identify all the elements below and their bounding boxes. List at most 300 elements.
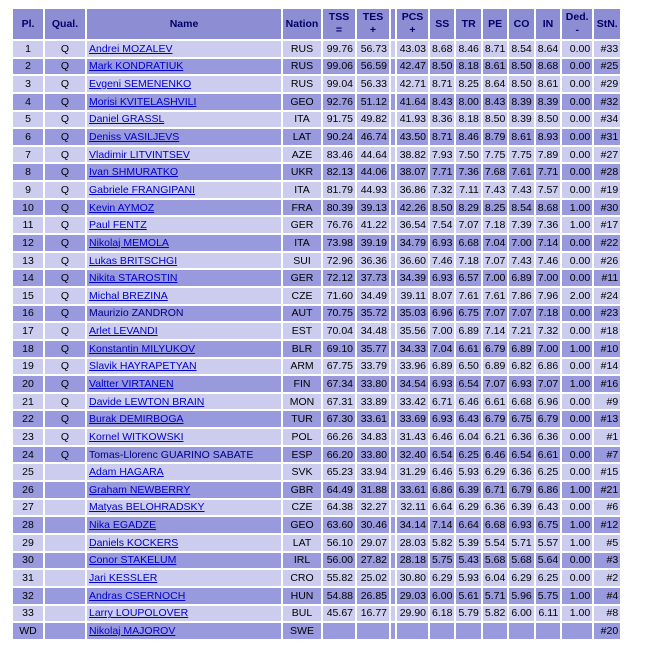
cell-co: 7.07 bbox=[511, 307, 532, 320]
cell-co: 7.21 bbox=[511, 325, 532, 338]
cell-ded: 0.00 bbox=[562, 411, 592, 427]
skater-name-link[interactable]: Nika EGADZE bbox=[89, 519, 157, 532]
cell-name bbox=[87, 517, 281, 533]
table-row bbox=[13, 376, 620, 392]
cell-co: 7.43 bbox=[511, 183, 532, 196]
cell-pcs: 42.47 bbox=[397, 59, 428, 75]
cell-pe: 7.07 bbox=[484, 254, 506, 267]
cell-ded: 1.00 bbox=[562, 376, 592, 392]
cell-pe: 6.89 bbox=[484, 360, 506, 373]
cell-stn: #34 bbox=[594, 112, 620, 128]
cell-tes: 39.19 bbox=[357, 235, 389, 251]
cell-co: 7.75 bbox=[511, 148, 532, 161]
cell-ss: 6.29 bbox=[432, 572, 453, 585]
table-row bbox=[13, 341, 620, 357]
cell-name bbox=[87, 147, 281, 163]
table-row bbox=[13, 306, 620, 322]
table-row bbox=[13, 323, 620, 339]
cell-in: 8.61 bbox=[537, 78, 559, 91]
skater-name-link[interactable]: Mark KONDRATIUK bbox=[89, 60, 184, 73]
cell-spacer bbox=[391, 323, 395, 339]
cell-pl: 7 bbox=[13, 147, 43, 163]
cell-pe: 6.29 bbox=[484, 466, 506, 479]
cell-co: 6.68 bbox=[511, 395, 532, 408]
cell-tss: 80.39 bbox=[323, 200, 355, 216]
cell-pe: 7.43 bbox=[484, 183, 506, 196]
table-row bbox=[13, 359, 620, 375]
cell-name bbox=[87, 482, 281, 498]
cell-stn: #1 bbox=[594, 429, 620, 445]
cell-tss: 66.20 bbox=[323, 447, 355, 463]
cell-tes: 51.12 bbox=[357, 94, 389, 110]
cell-in: 7.96 bbox=[537, 289, 559, 302]
cell-in: 6.25 bbox=[537, 466, 559, 479]
skater-name-link[interactable]: Michal BREZINA bbox=[89, 289, 168, 302]
cell-nation: FIN bbox=[283, 376, 321, 392]
cell-nation: GBR bbox=[283, 482, 321, 498]
skater-name-link[interactable]: Nikolaj MEMOLA bbox=[89, 236, 169, 249]
skater-name-link[interactable]: Daniel GRASSL bbox=[89, 113, 165, 126]
cell-pe: 7.14 bbox=[484, 325, 506, 338]
cell-pe: 6.04 bbox=[484, 572, 506, 585]
cell-tes: 39.13 bbox=[357, 200, 389, 216]
cell-tss: 99.04 bbox=[323, 76, 355, 92]
cell-in: 6.86 bbox=[537, 360, 559, 373]
cell-qual: Q bbox=[45, 288, 85, 304]
skater-name-link[interactable]: Burak DEMIRBOGA bbox=[89, 413, 184, 426]
skater-name-link[interactable]: Larry LOUPOLOVER bbox=[89, 607, 189, 620]
cell-qual bbox=[45, 482, 85, 498]
cell-spacer bbox=[391, 570, 395, 586]
cell-tr: 5.43 bbox=[458, 554, 479, 567]
cell-in: 7.71 bbox=[537, 166, 559, 179]
cell-ss: 8.50 bbox=[432, 60, 453, 73]
cell-co: 7.39 bbox=[511, 219, 532, 232]
cell-stn: #17 bbox=[594, 217, 620, 233]
cell-in: 8.50 bbox=[537, 113, 559, 126]
cell-ss: 7.04 bbox=[432, 342, 453, 355]
cell-in: 6.36 bbox=[537, 430, 559, 443]
skater-name-link[interactable]: Paul FENTZ bbox=[89, 219, 147, 232]
cell-ss: 7.46 bbox=[432, 254, 453, 267]
cell-ded: 0.00 bbox=[562, 447, 592, 463]
cell-spacer bbox=[391, 164, 395, 180]
cell-in: 6.75 bbox=[537, 519, 559, 532]
cell-in: 8.93 bbox=[537, 131, 559, 144]
cell-stn: #10 bbox=[594, 341, 620, 357]
col-header-co: CO bbox=[509, 9, 533, 39]
skater-name-link[interactable]: Arlet LEVANDI bbox=[89, 325, 158, 338]
table-row bbox=[13, 164, 620, 180]
cell-tr: 7.61 bbox=[458, 289, 479, 302]
skater-name-link[interactable]: Jari KESSLER bbox=[89, 572, 158, 585]
cell-qual: Q bbox=[45, 94, 85, 110]
cell-nation: LAT bbox=[283, 535, 321, 551]
table-row bbox=[13, 112, 620, 128]
cell-tr: 8.25 bbox=[458, 78, 479, 91]
cell-co: 6.93 bbox=[511, 519, 532, 532]
cell-pcs: 43.03 bbox=[397, 41, 428, 57]
cell-name bbox=[87, 288, 281, 304]
cell-spacer bbox=[391, 76, 395, 92]
cell-ded: 0.00 bbox=[562, 500, 592, 516]
cell-stn: #6 bbox=[594, 500, 620, 516]
cell-pe: 6.71 bbox=[484, 483, 506, 496]
cell-tr: 6.61 bbox=[458, 342, 479, 355]
cell-pe: 8.79 bbox=[484, 131, 506, 144]
cell-tss: 76.76 bbox=[323, 217, 355, 233]
col-header-tes: TES + bbox=[357, 9, 389, 39]
skater-name-link[interactable]: Valtter VIRTANEN bbox=[89, 377, 174, 390]
cell-qual: Q bbox=[45, 76, 85, 92]
skater-name-link[interactable]: Daniels KOCKERS bbox=[89, 536, 179, 549]
table-row bbox=[13, 41, 620, 57]
cell-tes: 33.79 bbox=[357, 359, 389, 375]
cell-qual: Q bbox=[45, 129, 85, 145]
cell-name bbox=[87, 394, 281, 410]
cell-ded: 0.00 bbox=[562, 306, 592, 322]
cell-pe: 6.36 bbox=[484, 501, 506, 514]
cell-qual bbox=[45, 500, 85, 516]
cell-ded bbox=[562, 623, 592, 639]
skater-name-link[interactable]: Davide LEWTON BRAIN bbox=[89, 395, 205, 408]
cell-tes: 44.93 bbox=[357, 182, 389, 198]
cell-ss: 7.71 bbox=[432, 166, 453, 179]
cell-tes: 33.80 bbox=[357, 376, 389, 392]
cell-pl: 29 bbox=[13, 535, 43, 551]
cell-qual bbox=[45, 517, 85, 533]
skater-name-link[interactable]: Kevin AYMOZ bbox=[89, 201, 155, 214]
cell-pcs: 33.61 bbox=[397, 482, 428, 498]
cell-spacer bbox=[391, 606, 395, 622]
cell-co: 8.50 bbox=[511, 60, 532, 73]
cell-stn: #27 bbox=[594, 147, 620, 163]
cell-tss: 72.12 bbox=[323, 270, 355, 286]
cell-ss: 6.93 bbox=[432, 236, 453, 249]
cell-ded: 2.00 bbox=[562, 288, 592, 304]
cell-pcs: 32.11 bbox=[397, 500, 428, 516]
col-header-ded: Ded. - bbox=[562, 9, 592, 39]
cell-ded: 1.00 bbox=[562, 517, 592, 533]
skater-name-link[interactable]: Graham NEWBERRY bbox=[89, 483, 191, 496]
cell-tr: 8.18 bbox=[458, 113, 479, 126]
cell-pl: 13 bbox=[13, 253, 43, 269]
cell-tss: 64.38 bbox=[323, 500, 355, 516]
cell-stn: #11 bbox=[594, 270, 620, 286]
header-row bbox=[13, 9, 620, 39]
cell-pe: 6.61 bbox=[484, 395, 506, 408]
cell-pcs: 34.39 bbox=[397, 270, 428, 286]
cell-pe: 7.18 bbox=[484, 219, 506, 232]
cell-stn: #28 bbox=[594, 164, 620, 180]
cell-ded: 0.00 bbox=[562, 359, 592, 375]
cell-qual: Q bbox=[45, 147, 85, 163]
cell-spacer bbox=[391, 464, 395, 480]
cell-co: 8.61 bbox=[511, 131, 532, 144]
col-header-name: Name bbox=[87, 9, 281, 39]
cell-stn: #31 bbox=[594, 129, 620, 145]
skater-name-link[interactable]: Ivan SHMURATKO bbox=[89, 166, 179, 179]
cell-tss: 67.30 bbox=[323, 411, 355, 427]
cell-nation: BUL bbox=[283, 606, 321, 622]
cell-tes: 56.33 bbox=[357, 76, 389, 92]
cell-stn: #21 bbox=[594, 482, 620, 498]
cell-ss: 6.86 bbox=[432, 483, 453, 496]
cell-pl: 33 bbox=[13, 606, 43, 622]
cell-tes: 36.36 bbox=[357, 253, 389, 269]
cell-stn: #12 bbox=[594, 517, 620, 533]
skater-name-link[interactable]: Conor STAKELUM bbox=[89, 554, 177, 567]
cell-pcs: 36.54 bbox=[397, 217, 428, 233]
skater-name-link[interactable]: Lukas BRITSCHGI bbox=[89, 254, 178, 267]
cell-qual bbox=[45, 535, 85, 551]
cell-nation: POL bbox=[283, 429, 321, 445]
cell-name bbox=[87, 164, 281, 180]
cell-tr: 6.89 bbox=[458, 325, 479, 338]
cell-spacer bbox=[391, 535, 395, 551]
skater-name-link[interactable]: Vladimir LITVINTSEV bbox=[89, 148, 190, 161]
cell-tss: 67.31 bbox=[323, 394, 355, 410]
cell-tr: 6.75 bbox=[458, 307, 479, 320]
cell-ded: 0.00 bbox=[562, 94, 592, 110]
cell-in: 6.11 bbox=[536, 606, 560, 622]
cell-spacer bbox=[391, 94, 395, 110]
cell-stn: #26 bbox=[594, 253, 620, 269]
cell-ss: 7.00 bbox=[432, 325, 453, 338]
cell-co: 6.00 bbox=[511, 607, 532, 620]
cell-pcs: 39.11 bbox=[397, 288, 428, 304]
cell-tss: 72.96 bbox=[323, 253, 355, 269]
cell-spacer bbox=[391, 59, 395, 75]
cell-tes: 32.27 bbox=[357, 500, 389, 516]
table-row bbox=[13, 76, 620, 92]
cell-nation: BLR bbox=[283, 341, 321, 357]
cell-tes: 34.83 bbox=[357, 429, 389, 445]
cell-nation: FRA bbox=[283, 200, 321, 216]
cell-pl: 19 bbox=[13, 359, 43, 375]
cell-co: 6.36 bbox=[511, 430, 532, 443]
cell-pl: 9 bbox=[13, 182, 43, 198]
skater-name-link[interactable]: Morisi KVITELASHVILI bbox=[89, 95, 197, 108]
skater-name-link[interactable]: Kornel WITKOWSKI bbox=[89, 430, 184, 443]
cell-co: 7.43 bbox=[511, 254, 532, 267]
cell-ss: 6.64 bbox=[432, 501, 453, 514]
cell-qual: Q bbox=[45, 306, 85, 322]
cell-tes: 33.80 bbox=[357, 447, 389, 463]
table-row bbox=[13, 500, 620, 516]
cell-pl: 23 bbox=[13, 429, 43, 445]
cell-stn: #15 bbox=[594, 464, 620, 480]
cell-name bbox=[87, 270, 281, 286]
cell-ss: 8.07 bbox=[432, 289, 453, 302]
cell-spacer bbox=[391, 482, 395, 498]
cell-pcs: 41.93 bbox=[397, 112, 428, 128]
cell-pcs: 41.64 bbox=[397, 94, 428, 110]
cell-tes: 26.85 bbox=[357, 588, 389, 604]
cell-pe: 8.50 bbox=[484, 113, 506, 126]
cell-pe: 8.71 bbox=[484, 42, 506, 55]
cell-pl: 17 bbox=[13, 323, 43, 339]
cell-name bbox=[87, 341, 281, 357]
cell-stn: #19 bbox=[594, 182, 620, 198]
cell-nation: ARM bbox=[283, 359, 321, 375]
cell-nation: HUN bbox=[283, 588, 321, 604]
cell-stn: #30 bbox=[594, 200, 620, 216]
skater-name: Maurizio ZANDRON bbox=[89, 307, 184, 320]
cell-nation: CZE bbox=[283, 288, 321, 304]
cell-ss: 6.96 bbox=[432, 307, 453, 320]
cell-pl: 20 bbox=[13, 376, 43, 392]
table-row bbox=[13, 588, 620, 604]
skater-name-link[interactable]: Nikolaj MAJOROV bbox=[89, 624, 176, 637]
cell-tr: 7.07 bbox=[458, 219, 479, 232]
cell-pcs: 33.42 bbox=[397, 394, 428, 410]
skater-name-link[interactable]: Deniss VASILJEVS bbox=[89, 131, 180, 144]
cell-name bbox=[87, 606, 281, 622]
cell-pcs: 34.54 bbox=[397, 376, 428, 392]
cell-stn: #14 bbox=[594, 359, 620, 375]
cell-nation: SUI bbox=[283, 253, 321, 269]
skater-name-link[interactable]: Matyas BELOHRADSKY bbox=[89, 501, 205, 514]
cell-qual: Q bbox=[45, 394, 85, 410]
cell-ss: 6.46 bbox=[432, 430, 453, 443]
cell-spacer bbox=[391, 447, 395, 463]
cell-co: 6.29 bbox=[511, 572, 532, 585]
cell-in bbox=[536, 623, 560, 639]
cell-co: 6.36 bbox=[511, 466, 532, 479]
cell-tss: 55.82 bbox=[323, 570, 355, 586]
cell-spacer bbox=[391, 253, 395, 269]
skater-name-link[interactable]: Andrei MOZALEV bbox=[89, 42, 173, 55]
cell-pl: 21 bbox=[13, 394, 43, 410]
cell-in: 5.57 bbox=[537, 536, 559, 549]
col-spacer bbox=[391, 9, 395, 39]
cell-nation: IRL bbox=[283, 553, 321, 569]
cell-tr: 6.43 bbox=[458, 413, 479, 426]
cell-nation: CRO bbox=[283, 570, 321, 586]
cell-pcs: 35.56 bbox=[397, 323, 428, 339]
cell-tes: 16.77 bbox=[357, 606, 389, 622]
cell-name bbox=[87, 429, 281, 445]
cell-tr: 7.50 bbox=[458, 148, 479, 161]
cell-qual bbox=[45, 553, 85, 569]
cell-in: 6.43 bbox=[537, 501, 559, 514]
cell-ded: 0.00 bbox=[562, 164, 592, 180]
cell-stn: #25 bbox=[594, 59, 620, 75]
cell-qual bbox=[45, 623, 85, 639]
cell-in: 8.68 bbox=[537, 201, 559, 214]
cell-ss: 8.36 bbox=[432, 113, 453, 126]
skater-name-link[interactable]: Adam HAGARA bbox=[89, 466, 164, 479]
cell-in: 7.46 bbox=[537, 254, 559, 267]
cell-name bbox=[87, 553, 281, 569]
cell-stn: #3 bbox=[594, 553, 620, 569]
cell-ss: 6.71 bbox=[432, 395, 453, 408]
skater-name-link[interactable]: Evgeni SEMENENKO bbox=[89, 78, 192, 91]
cell-nation: ITA bbox=[283, 112, 321, 128]
cell-ss: 5.82 bbox=[432, 536, 453, 549]
cell-tss: 83.46 bbox=[323, 147, 355, 163]
col-header-pl: Pl. bbox=[13, 9, 43, 39]
cell-tes: 25.02 bbox=[357, 570, 389, 586]
cell-name bbox=[87, 306, 281, 322]
cell-nation: TUR bbox=[283, 411, 321, 427]
cell-in: 6.96 bbox=[537, 395, 559, 408]
cell-stn: #24 bbox=[594, 288, 620, 304]
cell-qual: Q bbox=[45, 359, 85, 375]
skater-name-link[interactable]: Gabriele FRANGIPANI bbox=[89, 183, 195, 196]
cell-pl: 25 bbox=[13, 464, 43, 480]
cell-in: 7.36 bbox=[537, 219, 559, 232]
cell-ss: 7.93 bbox=[432, 148, 453, 161]
table-row bbox=[13, 147, 620, 163]
cell-in: 7.18 bbox=[537, 307, 559, 320]
cell-ss: 8.71 bbox=[432, 78, 453, 91]
cell-pe: 5.68 bbox=[484, 554, 506, 567]
cell-ss: 6.93 bbox=[432, 377, 453, 390]
cell-stn: #32 bbox=[594, 94, 620, 110]
cell-pl: WD bbox=[13, 623, 43, 639]
cell-name bbox=[87, 200, 281, 216]
cell-stn: #4 bbox=[594, 588, 620, 604]
cell-pe: 7.61 bbox=[484, 289, 506, 302]
cell-ded: 1.00 bbox=[562, 200, 592, 216]
cell-nation: ITA bbox=[283, 182, 321, 198]
cell-tes: 49.82 bbox=[357, 112, 389, 128]
skater-name-link[interactable]: Slavik HAYRAPETYAN bbox=[89, 360, 197, 373]
cell-tr: 6.25 bbox=[458, 448, 479, 461]
skater-name-link[interactable]: Konstantin MILYUKOV bbox=[89, 342, 196, 355]
col-header-tr: TR bbox=[456, 9, 480, 39]
cell-pcs: 34.14 bbox=[397, 517, 428, 533]
skater-name-link[interactable]: Andras CSERNOCH bbox=[89, 589, 186, 602]
cell-pl: 11 bbox=[13, 217, 43, 233]
cell-tss: 66.26 bbox=[323, 429, 355, 445]
cell-qual: Q bbox=[45, 182, 85, 198]
cell-ded: 1.00 bbox=[562, 535, 592, 551]
cell-pe: 7.75 bbox=[484, 148, 506, 161]
table-row bbox=[13, 517, 620, 533]
cell-stn: #8 bbox=[594, 606, 620, 622]
skater-name-link[interactable]: Nikita STAROSTIN bbox=[89, 272, 178, 285]
cell-tr: 5.79 bbox=[458, 607, 479, 620]
cell-pcs: 38.07 bbox=[397, 164, 428, 180]
cell-pe: 5.82 bbox=[484, 607, 506, 620]
cell-spacer bbox=[391, 270, 395, 286]
results-table-container bbox=[11, 7, 622, 641]
cell-tss: 71.60 bbox=[323, 288, 355, 304]
cell-tss: 90.24 bbox=[323, 129, 355, 145]
cell-co: 7.61 bbox=[511, 166, 532, 179]
cell-pe: 6.68 bbox=[484, 519, 506, 532]
cell-tss: 81.79 bbox=[323, 182, 355, 198]
cell-ss: 7.54 bbox=[432, 219, 453, 232]
cell-name bbox=[87, 112, 281, 128]
cell-tes: 56.59 bbox=[357, 59, 389, 75]
table-row bbox=[13, 394, 620, 410]
cell-spacer bbox=[391, 41, 395, 57]
cell-ss: 5.75 bbox=[432, 554, 453, 567]
cell-pl: 8 bbox=[13, 164, 43, 180]
table-row bbox=[13, 606, 620, 622]
cell-spacer bbox=[391, 394, 395, 410]
cell-in: 6.86 bbox=[537, 483, 559, 496]
cell-name bbox=[87, 411, 281, 427]
table-row bbox=[13, 429, 620, 445]
cell-in: 7.00 bbox=[537, 272, 559, 285]
cell-tss: 67.75 bbox=[323, 359, 355, 375]
table-row bbox=[13, 200, 620, 216]
